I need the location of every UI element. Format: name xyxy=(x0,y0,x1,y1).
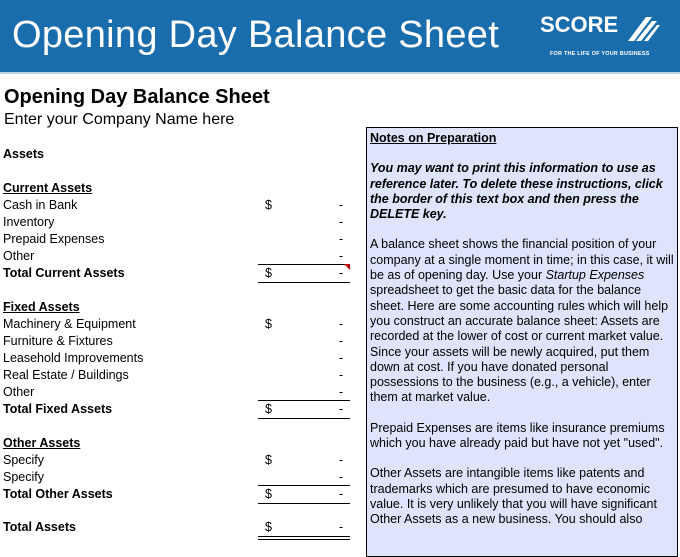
fixed-assets-header: Fixed Assets xyxy=(3,300,80,314)
logo-tagline: FOR THE LIFE OF YOUR BUSINESS xyxy=(550,51,650,57)
notes-paragraph-1: A balance sheet shows the financial position of your company at a single moment in time; in this case, it will be as of opening day. Use your Startup Expenses spreadsheet to get the basic data for the balance sheet. Here are some accounting rules which will help you construct an accurate balance sheet: Assets are recorded at the lower of cost or current market value. Since your assets will be newly acquired, put them down at cost. If you have donated personal possessions to the business (e.g., a vehicle), enter them at market value. xyxy=(370,237,674,405)
subtotal-rule xyxy=(258,264,350,265)
subtotal-rule xyxy=(258,400,350,401)
row-label-specify-2[interactable]: Specify xyxy=(3,470,44,484)
total-fixed-assets-label: Total Fixed Assets xyxy=(3,402,113,416)
grand-total-double-rule xyxy=(258,536,350,540)
value-cell-inventory[interactable]: - xyxy=(339,215,344,229)
total-rule xyxy=(258,418,350,419)
row-label-current-other[interactable]: Other xyxy=(3,249,35,263)
currency-symbol: $ xyxy=(265,317,272,331)
currency-symbol: $ xyxy=(265,520,272,534)
value-cell-machinery[interactable]: - xyxy=(339,317,344,331)
total-current-assets-label: Total Current Assets xyxy=(3,266,125,280)
total-other-assets-value[interactable]: - xyxy=(339,487,344,501)
total-rule xyxy=(258,503,350,504)
row-label-fixed-other[interactable]: Other xyxy=(3,385,35,399)
value-cell-prepaid[interactable]: - xyxy=(339,232,344,246)
notes-paragraph-2: Prepaid Expenses are items like insurance premiums which you have already paid but have not yet "used". xyxy=(370,420,665,451)
value-cell-specify-1[interactable]: - xyxy=(339,453,344,467)
company-name-cell[interactable]: Enter your Company Name here xyxy=(4,111,235,128)
notes-intro: You may want to print this information to use as reference later. To delete these instructions, click the border of this text box and then press the DELETE key. xyxy=(370,161,663,222)
total-current-assets-value[interactable]: - xyxy=(339,266,344,280)
banner-divider xyxy=(0,72,680,74)
value-cell-leasehold[interactable]: - xyxy=(339,351,344,365)
total-assets-value[interactable]: - xyxy=(339,520,344,534)
value-cell-current-other[interactable]: - xyxy=(339,249,344,263)
row-label-machinery[interactable]: Machinery & Equipment xyxy=(3,317,136,331)
row-label-furniture[interactable]: Furniture & Fixtures xyxy=(3,334,113,348)
row-label-cash[interactable]: Cash in Bank xyxy=(3,198,78,212)
total-fixed-assets-value[interactable]: - xyxy=(339,402,344,416)
row-label-specify-1[interactable]: Specify xyxy=(3,453,44,467)
row-label-leasehold[interactable]: Leasehold Improvements xyxy=(3,351,144,365)
header-banner xyxy=(0,0,680,72)
score-logo xyxy=(540,12,670,62)
other-assets-header: Other Assets xyxy=(3,436,81,450)
value-cell-cash[interactable]: - xyxy=(339,198,344,212)
value-cell-specify-2[interactable]: - xyxy=(339,470,344,484)
notes-paragraph-3: Other Assets are intangible items like patents and trademarks which are presumed to have economic value. It is very unlikely that you will have significant Other Assets as a new business. You should also xyxy=(370,466,657,527)
total-other-assets-label: Total Other Assets xyxy=(3,487,113,501)
sheet-heading: Opening Day Balance Sheet xyxy=(4,86,270,108)
total-assets-label: Total Assets xyxy=(3,520,76,534)
currency-symbol: $ xyxy=(265,402,272,416)
assets-label: Assets xyxy=(3,147,44,161)
row-label-inventory[interactable]: Inventory xyxy=(3,215,55,229)
value-cell-fixed-other[interactable]: - xyxy=(339,385,344,399)
currency-symbol: $ xyxy=(265,266,272,280)
currency-symbol: $ xyxy=(265,487,272,501)
currency-symbol: $ xyxy=(265,198,272,212)
current-assets-header: Current Assets xyxy=(3,181,93,195)
comment-indicator-icon[interactable] xyxy=(344,264,350,270)
subtotal-rule xyxy=(258,485,350,486)
row-label-prepaid[interactable]: Prepaid Expenses xyxy=(3,232,105,246)
total-rule xyxy=(258,282,350,283)
notes-title: Notes on Preparation xyxy=(370,131,497,145)
score-swoosh-icon xyxy=(626,14,660,44)
notes-text-box[interactable] xyxy=(366,127,678,557)
value-cell-furniture[interactable]: - xyxy=(339,334,344,348)
logo-wordmark: SCORE xyxy=(540,12,619,37)
row-label-real-estate[interactable]: Real Estate / Buildings xyxy=(3,368,129,382)
banner-title: Opening Day Balance Sheet xyxy=(12,14,500,56)
value-cell-real-estate[interactable]: - xyxy=(339,368,344,382)
currency-symbol: $ xyxy=(265,453,272,467)
